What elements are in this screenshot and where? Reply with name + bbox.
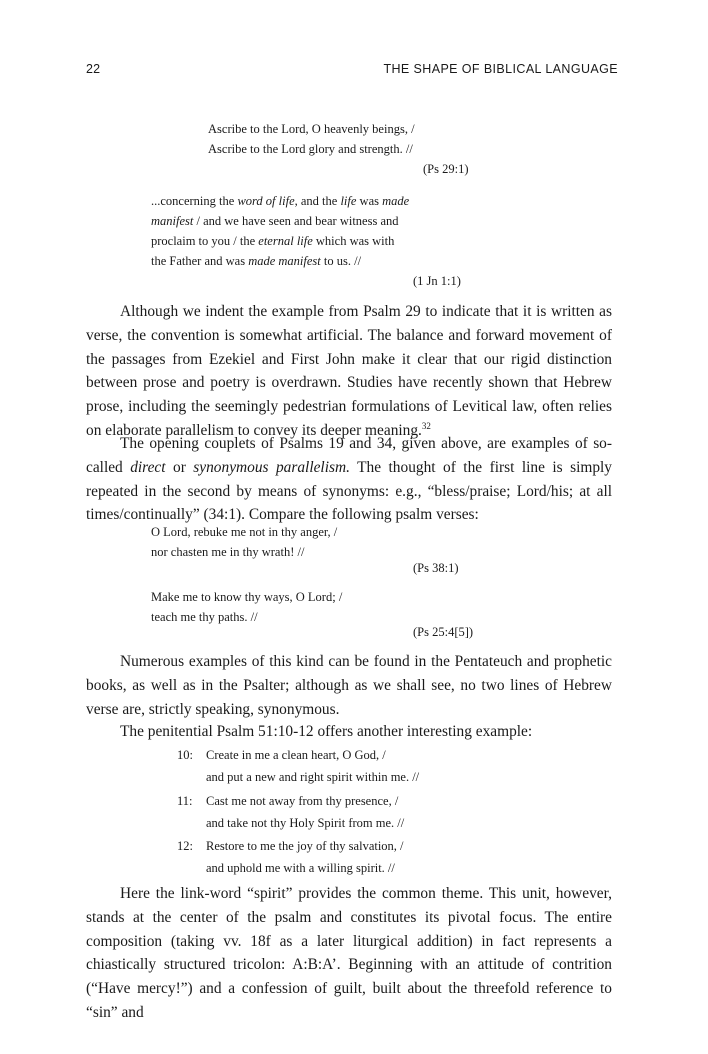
verse-line: and uphold me with a willing spirit. // xyxy=(206,861,395,875)
quote-line: Ascribe to the Lord glory and strength. // xyxy=(208,142,413,156)
page-number: 22 xyxy=(86,62,101,76)
verse-line: Create in me a clean heart, O God, / xyxy=(206,748,386,762)
citation: (Ps 25:4[5]) xyxy=(413,625,474,639)
body-paragraph: The opening couplets of Psalms 19 and 34, given above, are examples of so-called direct or synonymous parallelism. The thought of the first line is simply repeated in the second by means of synonyms: e.g., “bless/praise; Lord/his; at all times/continually” (34:1). Compare the following psalm verses: xyxy=(86,435,612,524)
verse-line: Cast me not away from thy presence, / xyxy=(206,794,399,808)
citation: (Ps 38:1) xyxy=(413,561,459,575)
quote-line: manifest / and we have seen and bear witness and xyxy=(151,214,399,228)
verse-line: and take not thy Holy Spirit from me. // xyxy=(206,816,405,830)
body-paragraph: The penitential Psalm 51:10-12 offers another interesting example: xyxy=(120,723,533,740)
quote-line: Ascribe to the Lord, O heavenly beings, / xyxy=(208,122,415,136)
quote-line: Make me to know thy ways, O Lord; / xyxy=(151,590,343,604)
verse-number: 12: xyxy=(177,839,193,853)
verse-number: 10: xyxy=(177,748,193,762)
body-paragraph: Here the link-word “spirit” provides the common theme. This unit, however, stands at the center of the psalm and constitutes its pivotal focus. The entire composition (taking vv. 18f as a later liturgical addition) in fact represents a chiastically structured tricolon: A:B:A’. Beginning with an attitude of contrition (“Have mercy!”) and a confession of guilt, built about the threefold reference to “sin” and xyxy=(86,885,612,1021)
citation: (Ps 29:1) xyxy=(423,162,469,176)
quote-line: proclaim to you / the eternal life which was with xyxy=(151,234,395,248)
verse-line: and put a new and right spirit within me. // xyxy=(206,770,420,784)
quote-line: ...concerning the word of life, and the life was made xyxy=(151,194,410,208)
citation: (1 Jn 1:1) xyxy=(413,274,461,288)
running-title: THE SHAPE OF BIBLICAL LANGUAGE xyxy=(383,62,618,76)
body-paragraph: Numerous examples of this kind can be found in the Pentateuch and prophetic books, as well as in the Psalter; although as we shall see, no two lines of Hebrew verse are, strictly speaking, synonymous. xyxy=(86,653,612,718)
quote-line: teach me thy paths. // xyxy=(151,610,258,624)
verse-line: Restore to me the joy of thy salvation, / xyxy=(206,839,404,853)
footnote-ref: 32 xyxy=(421,420,431,431)
verse-number: 11: xyxy=(177,794,193,808)
quote-line: O Lord, rebuke me not in thy anger, / xyxy=(151,525,338,539)
quote-line: nor chasten me in thy wrath! // xyxy=(151,545,305,559)
body-paragraph: Although we indent the example from Psalm 29 to indicate that it is written as verse, the convention is somewhat artificial. The balance and forward movement of the passages from Ezekiel and First John make it clear that our rigid distinction between prose and poetry is overdrawn. Studies have recently shown that Hebrew prose, including the seemingly pedestrian formulations of Levitical law, often relies on elaborate parallelism to convey its deeper meaning.$^{32}$ xyxy=(86,303,612,439)
quote-line: the Father and was made manifest to us. // xyxy=(151,254,362,268)
